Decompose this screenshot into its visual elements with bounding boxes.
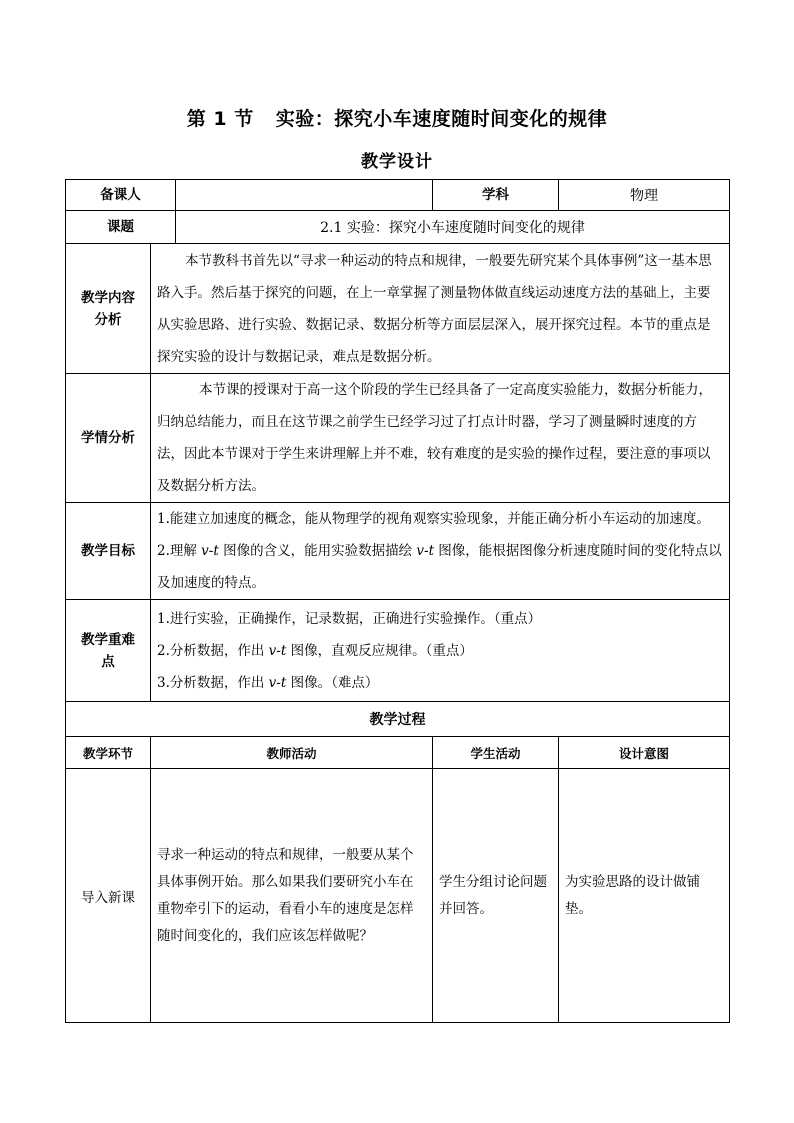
topic-label: 课题	[66, 211, 176, 244]
objectives-label: 教学目标	[66, 503, 151, 600]
content-analysis-text: 本节教科书首先以“寻求一种运动的特点和规律，一般要先研究某个具体事例”这一基本思路入手。然后基于探究的问题，在上一章掌握了测量物体做直线运动速度方法的基础上，主要从实验思路、进行实验、数据记录、数据分析等方面层层深入，展开探究过程。本节的重点是探究实验的设计与数据记录，难点是数据分析。	[151, 244, 730, 374]
preparer-label: 备课人	[66, 180, 176, 211]
content-analysis-row	[66, 244, 730, 374]
student-analysis-text: 本节课的授课对于高一这个阶段的学生已经具备了一定高度实验能力，数据分析能力，归纳总结能力，而且在这节课之前学生已经学习过了打点计时器，学习了测量瞬时速度的方法，因此本节课对于学生来讲理解上并不难，较有难度的是实验的操作过程，要注意的事项以及数据分析方法。	[151, 374, 730, 503]
student-analysis-label: 学情分析	[66, 374, 151, 503]
objectives-row	[66, 503, 730, 600]
process-heading: 教学过程	[66, 702, 730, 737]
section-number: 第 1 节	[186, 108, 254, 130]
section-name: 实验：探究小车速度随时间变化的规律	[275, 108, 608, 130]
column-header-stage: 教学环节	[66, 737, 151, 769]
table-row	[66, 769, 730, 1023]
column-header-intent: 设计意图	[559, 737, 730, 769]
info-row	[66, 180, 730, 211]
key-points-row	[66, 600, 730, 702]
objectives-text: 1.能建立加速度的概念，能从物理学的视角观察实验现象，并能正确分析小车运动的加速度。 2.理解 v-t 图像的含义，能用实验数据描绘 v-t 图像，能根据图像分析速度随时间的变化特点以及加速度的特点。	[151, 503, 730, 600]
process-column-headers	[66, 737, 730, 769]
topic-row	[66, 211, 730, 244]
topic-value: 2.1 实验：探究小车速度随时间变化的规律	[176, 211, 730, 244]
document-subtitle: 教学设计	[361, 152, 433, 172]
design-intent-cell: 为实验思路的设计做铺垫。	[559, 769, 730, 1023]
student-activity-cell: 学生分组讨论问题并回答。	[433, 769, 559, 1023]
column-header-teacher: 教师活动	[151, 737, 433, 769]
content-analysis-label: 教学内容 分析	[66, 244, 151, 374]
lesson-plan-table	[65, 179, 730, 1023]
stage-cell: 导入新课	[66, 769, 151, 1023]
preparer-value	[176, 180, 433, 211]
subject-value: 物理	[559, 180, 730, 211]
subject-label: 学科	[433, 180, 559, 211]
key-points-label: 教学重难 点	[66, 600, 151, 702]
teacher-activity-cell: 寻求一种运动的特点和规律，一般要从某个具体事例开始。那么如果我们要研究小车在重物牵引下的运动，看看小车的速度是怎样随时间变化的，我们应该怎样做呢？	[151, 769, 433, 1023]
column-header-student: 学生活动	[433, 737, 559, 769]
page-title	[0, 104, 794, 131]
student-analysis-row	[66, 374, 730, 503]
process-heading-row	[66, 702, 730, 737]
key-points-text: 1.进行实验，正确操作，记录数据，正确进行实验操作。（重点） 2.分析数据，作出 v-t 图像，直观反应规律。（重点） 3.分析数据，作出 v-t 图像。（难点）	[151, 600, 730, 702]
